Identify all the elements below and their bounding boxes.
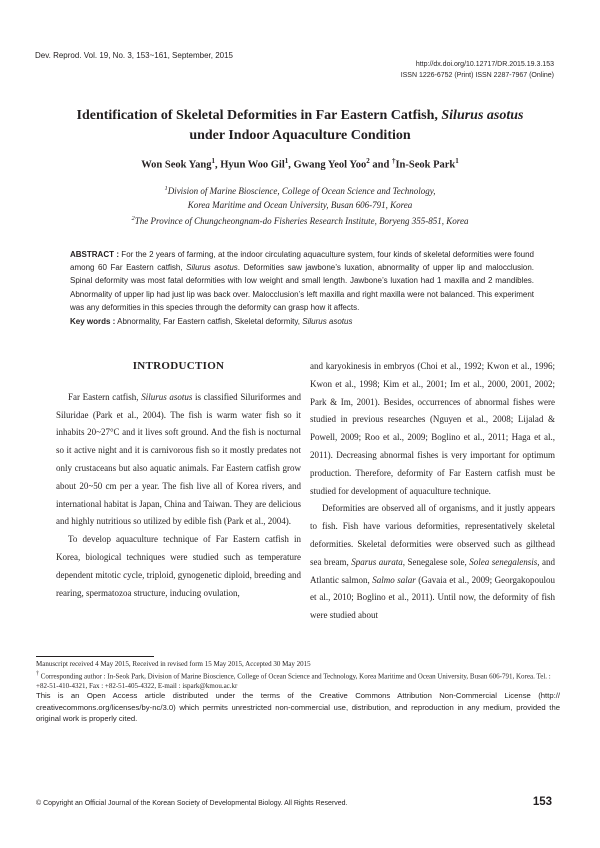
left-column <box>56 358 301 602</box>
author-conjunction: and <box>369 159 392 171</box>
intro-p1-a: Far Eastern catfish, <box>68 391 142 402</box>
affiliation-1 <box>40 182 560 198</box>
section-heading-introduction: INTRODUCTION <box>132 360 225 372</box>
doi-link[interactable]: http://dx.doi.org/10.12717/DR.2015.19.3.153 <box>415 61 554 68</box>
intro-p4-b: , Senegalese sole, <box>402 556 470 567</box>
copyright-notice: © Copyright an Official Journal of the Korean Society of Developmental Biology. All Rights Reserved. <box>36 800 348 807</box>
keywords <box>70 317 534 326</box>
affiliation-1-cont: Korea Maritime and Ocean University, Busan 606-791, Korea <box>187 200 413 210</box>
manuscript-dates: Manuscript received 4 May 2015, Received in revised form 15 May 2015, Accepted 30 May 2015 <box>36 660 311 668</box>
journal-citation: Dev. Reprod. Vol. 19, No. 3, 153~161, September, 2015 <box>35 51 233 60</box>
keywords-label: Key words : <box>70 317 116 326</box>
intro-p4-d: (Gavaia et al., 2009; Georgakopoulou et al., 2010; Boglino et al., 2011). Until now, the deformity of fish were studied about <box>310 574 555 621</box>
doi-issn-block <box>401 59 554 81</box>
author-3: , Gwang Yeol Yoo <box>288 159 367 171</box>
title-line2: under Indoor Aquaculture Condition <box>189 128 411 143</box>
license-notice: This is an Open Access article distributed under the terms of the Creative Commons Attribution Non-Commercial License (http:// creativecommons.org/licenses/by-nc/3.0) which permits unrestricted non-commercial use, distribution, and reproduction in any medium, provided the original work is properly cited. <box>36 691 560 723</box>
right-column <box>310 358 555 625</box>
intro-p4-c: , and Atlantic salmon, <box>310 556 555 585</box>
author-1-affil: 1 <box>211 157 215 165</box>
abstract <box>70 248 534 314</box>
intro-paragraph-3: and karyokinesis in embryos (Choi et al., 1992; Kwon et al., 1996; Kwon et al., 1998; Kim et al., 2001; Im et al., 2000, 2001, 2002; Park & Im, 2001). Besides, occurrences of abnormal fishes were studied in previous researches (Nguyen et al., 2008; Lijalad & Powell, 2009; Roo et al., 2009; Boglino et al., 2011; Haga et al., 2011). Decreasing abnormal fishes is very important for optimum production. Therefore, deformity of Far Eastern catfish must be studied for development of aquaculture technique. <box>310 361 555 496</box>
intro-paragraph-1 <box>56 389 301 531</box>
abstract-text-b: . Deformities saw jawbone’s luxation, abnormality of upper lip and malocclusion. Spinal deformity was most fatal deformities with low weight and small length. Jawbone’s luxation had 1 maxilla and 2 mandibles. Abnormality of upper lip had just lip was back over. Malocclusion’s left maxilla and right maxilla were not balanced. This experiment was any deformities in this species through the deformity can grasp how it affects. <box>70 263 534 312</box>
corresponding-author <box>36 669 560 691</box>
intro-paragraph-2: To develop aquaculture technique of Far Eastern catfish in Korea, biological techniques were studied such as temperature dependent mitotic cycle, triploid, gynogenetic diploid, breeding and rearing, spermatozoa structure, inducing ovulation, <box>56 534 301 598</box>
issn-line: ISSN 1226-6752 (Print) ISSN 2287-7967 (Online) <box>400 72 554 79</box>
abstract-text-a: For the 2 years of farming, at the indoor circulating aquaculture system, four kinds of skeletal deformities were found among 60 Far Eastern catfish, <box>70 250 534 273</box>
article-title <box>40 106 560 146</box>
intro-paragraph-4 <box>310 500 555 625</box>
intro-p4-a: Deformities are observed all of organisms, and it justly appears to fish. Fish have various deformities, representatively skeletal deformities. Skeletal deformities were observed such as gilthead sea bream, <box>310 503 555 567</box>
author-3-affil: 2 <box>366 157 370 165</box>
page-number: 153 <box>532 796 552 808</box>
species-salmo: Salmo salar <box>372 574 416 585</box>
keywords-species: Silurus asotus <box>302 317 353 326</box>
affiliation-1-mark: 1 <box>164 185 168 192</box>
author-2-affil: 1 <box>284 157 289 165</box>
intro-p1-b: is classified Siluriformes and Siluridae (Park et al., 2004). The fish is warm water fish so it inhabits 20~27°C and it lives soft ground. And the fish is nocturnal so it active night and it is carnivorous fish so it mostly predates not only crustaceans but also aquatic animals. Far Eastern catfish grow about 20~50 cm per a year. The fish live all of Korea rivers, and international habitat is Japan, China and Taiwan. They are delicious and highly nutritious so utilized by edible fish (Park et al., 2004). <box>56 391 301 527</box>
keywords-text: Abnormality, Far Eastern catfish, Skeletal deformity, <box>115 317 303 326</box>
affiliation-1-line1: Division of Marine Bioscience, College of Ocean Science and Technology, <box>167 186 436 196</box>
abstract-label: ABSTRACT : <box>70 250 119 259</box>
abstract-species: Silurus asotus <box>186 263 238 273</box>
species-sparus: Sparus aurata <box>351 556 403 567</box>
author-4-affil: 1 <box>455 157 459 165</box>
corresponding-footnote-mark: † <box>36 671 39 677</box>
intro-p1-species: Silurus asotus <box>141 391 193 402</box>
author-list <box>40 157 560 171</box>
affiliation-2 <box>40 212 560 228</box>
affiliation-2-mark: 2 <box>131 215 135 222</box>
species-solea: Solea senegalensis <box>469 556 538 567</box>
title-species: Silurus asotus <box>441 108 524 123</box>
footnotes <box>36 659 560 691</box>
affiliations <box>40 182 560 228</box>
corresponding-author-text: Corresponding author : In-Seok Park, Division of Marine Bioscience, College of Ocean Science and Technology, Korea Maritime and Ocean University, Busan 606-791, Korea. Tel. : +82-51-410-4321, Fax : +82-51-405-4322, E-mail : ispark@kmou.ac.kr <box>36 672 551 691</box>
author-2: , Hyun Woo Gil <box>214 159 285 171</box>
corresponding-mark: † <box>391 157 396 165</box>
author-1: Won Seok Yang <box>141 159 212 171</box>
title-line1: Identification of Skeletal Deformities in Far Eastern Catfish, <box>76 108 442 123</box>
affiliation-2-line: The Province of Chungcheongnam-do Fisheries Research Institute, Boryeng 355-851, Korea <box>134 216 469 226</box>
footnote-divider <box>36 656 154 657</box>
author-4: In-Seok Park <box>395 159 456 171</box>
